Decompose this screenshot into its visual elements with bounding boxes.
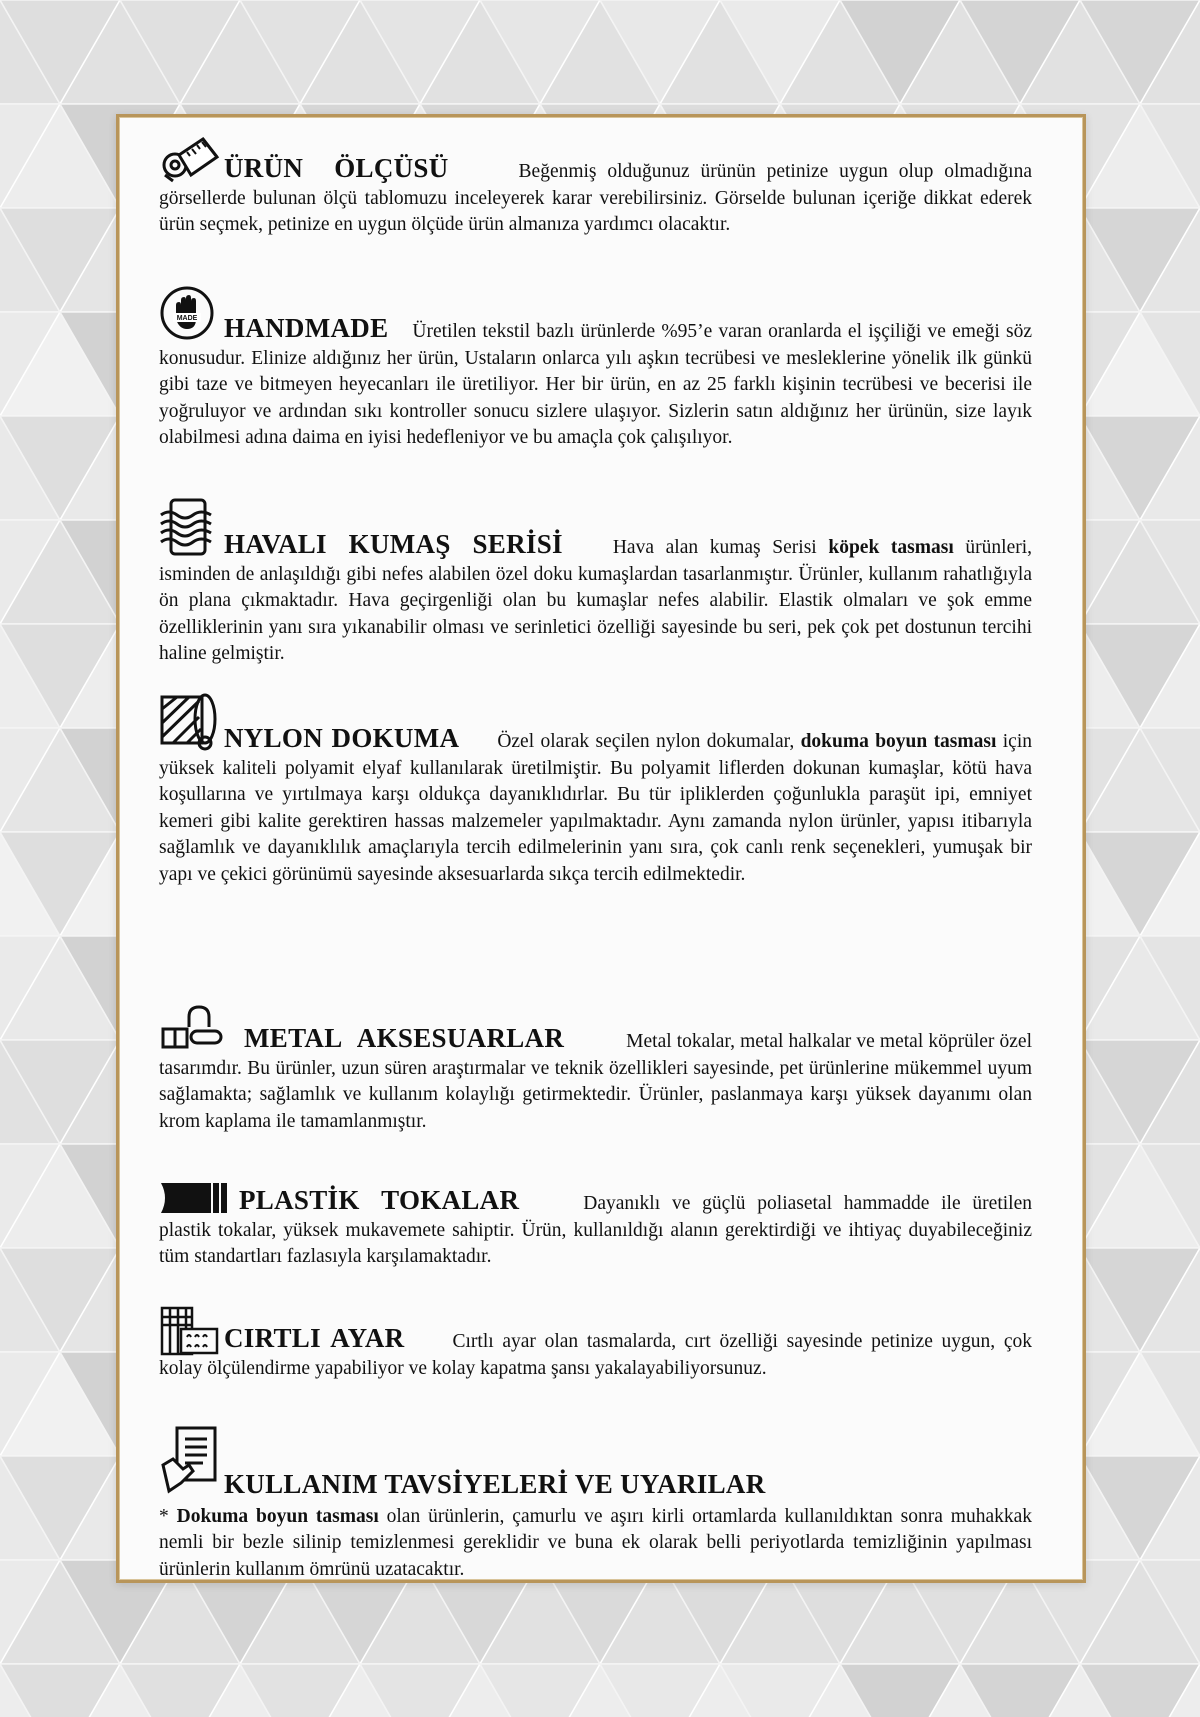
section-text-a: * xyxy=(159,1505,177,1527)
section-title: HAVALI KUMAŞ SERİSİ xyxy=(224,529,563,559)
section-text-a: Hava alan kumaş Serisi xyxy=(612,537,829,558)
section-title: PLASTİK TOKALAR xyxy=(239,1185,520,1215)
section-text: Üretilen tekstil bazlı ürünlerde %95’e varan oranlarda el işçiliği ve emeği söz konusudur. Elinize aldığınız her ürün, Ustaların onlarca yılı aşkın tecrübesi ve mesleklerine yönelik ilk günkü gibi taze ve bitmeyen heyecanları ile üretiliyor. Her bir ürün, en az 25 farklı kişinin tecrübesi ve becerisi ile yoğruluyor ve ardından sıkı kontroller sonucu sizlere ulaşıyor. Sizlerin satın aldığınız her ürünün, size layık olabilmesi adına daima en iyisi hedefleniyor ve bu amaçla çok çalışılıyor. xyxy=(159,321,1032,448)
section-plastik-tokalar xyxy=(159,1181,1032,1271)
section-text-b: olan ürünlerin, çamurlu ve aşırı kirli ortamlarda kullanıldıktan sonra muhakkak nemli bir bezle silinip temizlenmesi gereklidir ve buna ek olarak belli periyotlarda temizliğinin yapılması ürünlerin kullanım ömrünü uzatacaktır. xyxy=(159,1505,1033,1580)
section-title: NYLON DOKUMA xyxy=(224,723,460,753)
section-kullanim-tavsiyeleri xyxy=(159,1425,1032,1583)
hand-made-icon xyxy=(159,285,215,341)
section-havali-kumas xyxy=(159,497,1032,668)
section-title: KULLANIM TAVSİYELERİ VE UYARILAR xyxy=(224,1469,766,1499)
section-title: HANDMADE xyxy=(224,313,389,343)
section-bold-text: Dokuma boyun tasması xyxy=(176,1505,379,1527)
section-title: CIRTLI AYAR xyxy=(224,1323,405,1353)
section-bold-text: dokuma boyun tasması xyxy=(800,731,997,752)
section-text-a: Özel olarak seçilen nylon dokumalar, xyxy=(497,731,801,752)
section-cirtli-ayar xyxy=(159,1305,1032,1382)
section-title: METAL AKSESUARLAR xyxy=(244,1023,565,1053)
section-text: Beğenmiş olduğunuz ürünün petinize uygun olup olmadığına görsellerde bulunan ölçü tablomuzu inceleyerek karar verebilirsiniz. Görselde bulunan içeriğe dikkat ederek ürün seçmek, petinize en uygun ölçüde ürün almanıza yardımcı olacaktır. xyxy=(159,161,1032,235)
fabric-roll-icon xyxy=(159,689,219,753)
section-handmade xyxy=(159,285,1032,452)
section-text-b: ürünleri, isminden de anlaşıldığı gibi nefes alabilen özel doku kumaşlardan tasarlanmıştır. Ürünler, kullanım rahatlığıyla ön plana çıkmaktadır. Hava geçirgenliği olan bu kumaşlar nefes alabilir. Elastik olmaları ve şok emme özelliklerinin yanı sıra yıkanabilir olması ve serinletici özelliği sayesinde bu seri, pek çok pet dostunun tercihi haline gelmiştir. xyxy=(159,537,1033,664)
section-metal-aksesuarlar xyxy=(159,1003,1032,1135)
breathable-fabric-icon xyxy=(159,497,215,559)
section-text: Cırtlı ayar olan tasmalarda, cırt özelliği sayesinde petinize uygun, çok kolay ölçülendirme yapabiliyor ve kolay kapatma şansı yakalayabiliyorsunuz. xyxy=(159,1331,1032,1379)
section-bold-text: köpek tasması xyxy=(828,537,954,558)
section-text: Dayanıklı ve güçlü poliasetal hammadde ile üretilen plastik tokalar, yüksek mukavemete sahiptir. Ürün, kullanıldığı alanın gerektirdiği ve ihtiyaç duyabileceğiniz tüm standartları fazlasıyla karşılamaktadır. xyxy=(159,1193,1032,1267)
plastic-buckle-icon xyxy=(159,1181,231,1215)
made-badge: MADE xyxy=(176,315,198,322)
section-urun-olcusu xyxy=(159,135,1032,239)
measuring-tape-icon xyxy=(159,135,221,187)
section-text: Metal tokalar, metal halkalar ve metal köprüler özel tasarımdır. Bu ürünler, uzun süren araştırmalar ve teknik özellikleri sayesinde, pet ürünlerine mükemmel uyum sağlamakta; sağlamlık ve kullanım kolaylığı getirmektedir. Ürünler, paslanmaya karşı yüksek dayanımı olan krom kaplama ile tamamlanmıştır. xyxy=(159,1031,1032,1132)
section-nylon-dokuma xyxy=(159,689,1032,888)
metal-buckle-icon xyxy=(159,1003,225,1053)
section-text-b: için yüksek kaliteli polyamit elyaf kullanılarak üretilmiştir. Bu polyamit liflerden dokunan kumaşlar, kötü hava koşullarına ve yırtılmaya karşı oldukça dayanıklıdırlar. Bu tür ipliklerden çoğunlukla paraşüt ipi, emniyet kemeri gibi kalite gerektiren hassas malzemeler yapılmaktadır. Aynı zamanda nylon ürünler, yapısı itibarıyla sağlamlık ve dayanıklılık amaçlarıyla tercih edilmelerinin yanı sıra, çok canlı renk seçenekleri, yumuşak bir yapı ve çekici görünümü sayesinde aksesuarlarda sıkça tercih edilmektedir. xyxy=(159,731,1032,885)
instructions-document-icon xyxy=(159,1425,221,1497)
info-card xyxy=(116,114,1086,1583)
section-title: ÜRÜN ÖLÇÜSÜ xyxy=(224,153,449,183)
velcro-icon xyxy=(159,1305,221,1357)
